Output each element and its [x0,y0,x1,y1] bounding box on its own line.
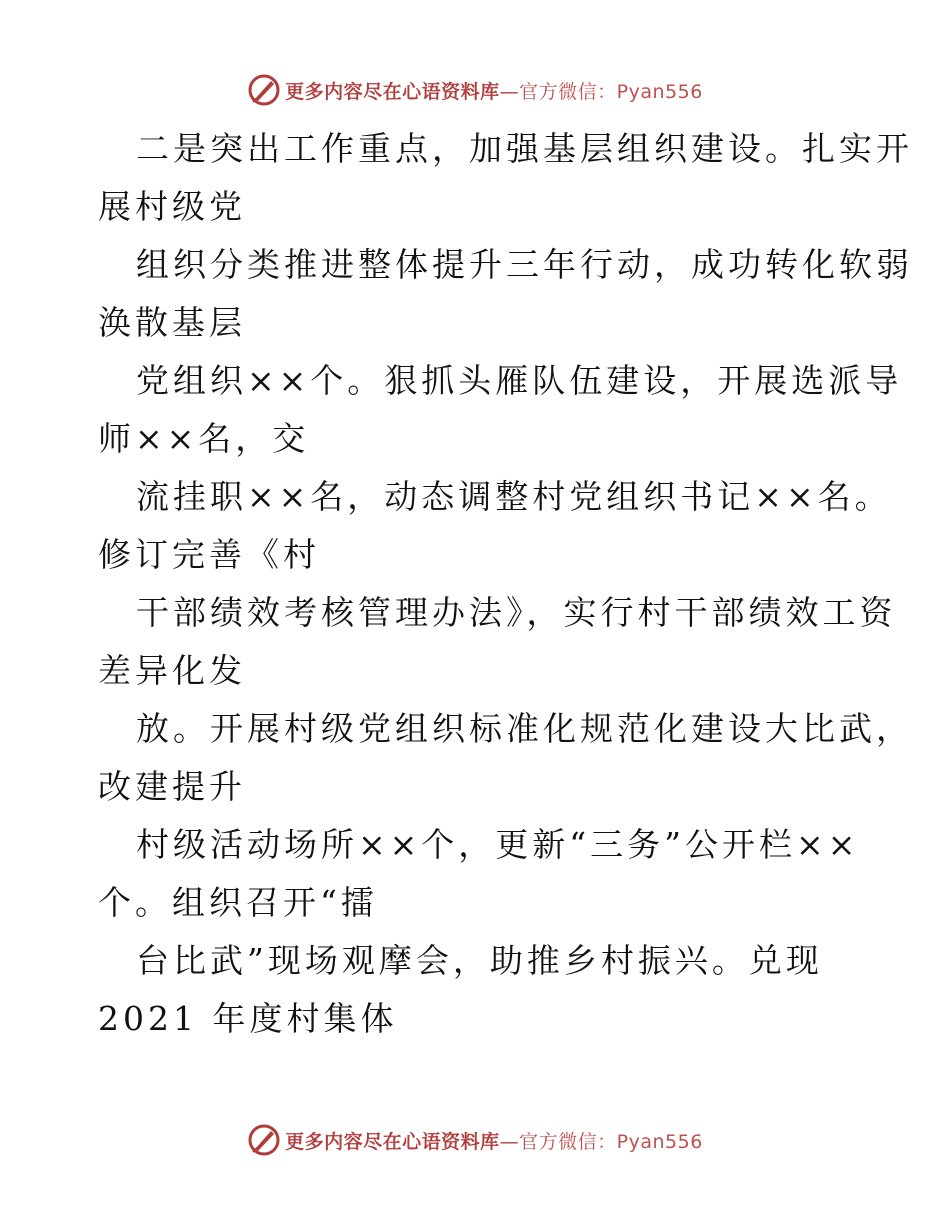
document-line: 党组织××个。狠抓头雁队伍建设，开展选派导 [136,361,903,400]
footer-wechat: 官方微信：Pyan556 [519,1130,703,1153]
document-line: 涣散基层 [98,303,246,342]
document-line: 改建提升 [98,767,246,806]
quill-emblem-icon [247,73,281,107]
document-line: 差异化发 [98,651,246,690]
document-body [98,120,913,1048]
header-banner-text [285,77,703,104]
document-line: 2021 年度村集体 [98,999,398,1038]
header-site-name: 更多内容尽在心语资料库 [285,80,500,103]
footer-site-name: 更多内容尽在心语资料库 [285,1130,500,1153]
header-wechat: 官方微信：Pyan556 [519,80,703,103]
header-separator: — [499,80,520,103]
document-line: 个。组织召开“擂 [98,883,378,922]
document-line: 流挂职××名，动态调整村党组织书记××名。 [136,477,892,516]
document-line: 放。开展村级党组织标准化规范化建设大比武， [136,709,913,748]
quill-emblem-icon [247,1123,281,1157]
document-line: 台比武”现场观摩会，助推乡村振兴。兑现 [136,941,823,980]
footer-banner-text [285,1127,703,1154]
footer-separator: — [499,1130,520,1153]
document-line: 组织分类推进整体提升三年行动，成功转化软弱 [136,245,913,284]
document-line: 村级活动场所××个，更新“三务”公开栏×× [136,825,860,864]
document-line: 修订完善《村 [98,535,320,574]
document-line: 干部绩效考核管理办法》，实行村干部绩效工资 [136,593,897,632]
footer-banner [0,1120,950,1160]
document-line: 二是突出工作重点，加强基层组织建设。扎实开 [136,129,913,168]
document-line: 展村级党 [98,187,246,226]
document-line: 师××名，交 [98,419,310,458]
header-banner [0,70,950,110]
